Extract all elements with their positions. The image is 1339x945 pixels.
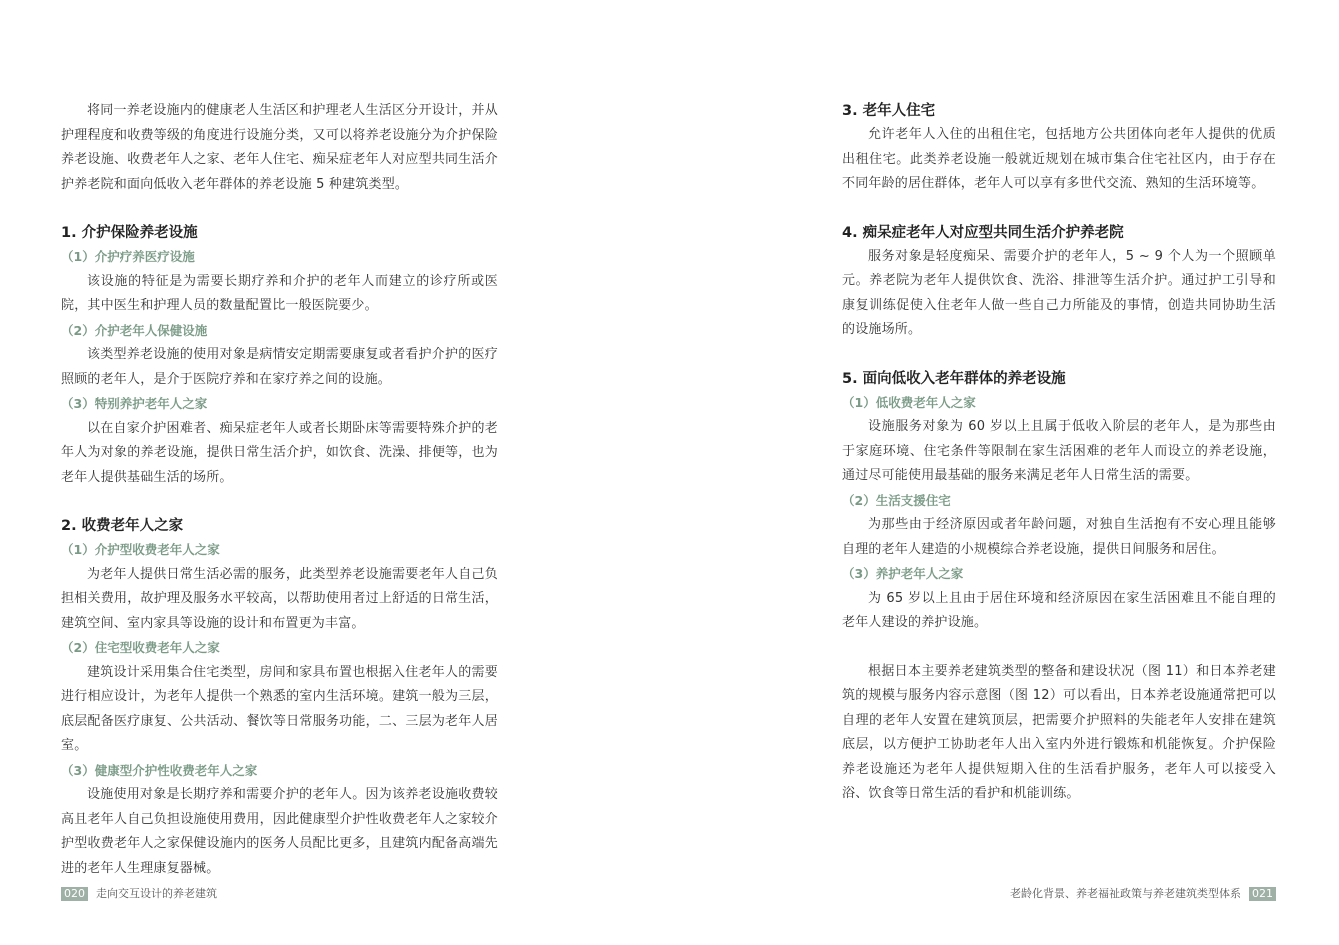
section-5b-text: 为那些由于经济原因或者年龄问题，对独自生活抱有不安心理且能够自理的老年人建造的小规模综合养老设施，提供日间服务和居住。 [842, 517, 1276, 557]
right-running-title: 老龄化背景、养老福祉政策与养老建筑类型体系 [1010, 887, 1241, 900]
intro-paragraph: 将同一养老设施内的健康老人生活区和护理老人生活区分开设计，并从护理程度和收费等级的角度进行设施分类，又可以将养老设施分为介护保险养老设施、收费老年人之家、老年人住宅、痴呆症老年人对应型共同生活介护养老院和面向低收入老年群体的养老设施 5 种建筑类型。 [61, 103, 498, 192]
section-4-text: 服务对象是轻度痴呆、需要介护的老年人，5 ~ 9 个人为一个照顾单元。养老院为老年人提供饮食、洗浴、排泄等生活介护。通过护工引导和康复训练促使入住老年人做一些自己力所能及的事情，创造共同协助生活的设施场所。 [842, 248, 1276, 337]
section-5a-heading: （1）低收费老年人之家 [842, 394, 976, 410]
section-1c-text: 以在自家介护困难者、痴呆症老年人或者长期卧床等需要特殊介护的老年人为对象的养老设施，提供日常生活介护，如饮食、洗澡、排便等，也为老年人提供基础生活的场所。 [61, 420, 498, 485]
section-2-heading: 2. 收费老年人之家 [61, 518, 184, 534]
left-running-title: 走向交互设计的养老建筑 [96, 887, 217, 900]
section-1-heading: 1. 介护保险养老设施 [61, 225, 198, 241]
closing-paragraph: 根据日本主要养老建筑类型的整备和建设状况（图 11）和日本养老建筑的规模与服务内容示意图（图 12）可以看出，日本养老设施通常把可以自理的老年人安置在建筑顶层，把需要介护照料的失能老年人安排在建筑底层，以方便护工协助老年人出入室内外进行锻炼和机能恢复。介护保险养老设施还为老年人提供短期入住的生活看护服务，老年人可以接受入浴、饮食等日常生活的看护和机能训练。 [842, 663, 1276, 801]
section-1b-heading: （2）介护老年人保健设施 [61, 322, 208, 338]
section-4-heading: 4. 痴呆症老年人对应型共同生活介护养老院 [842, 224, 1124, 241]
section-1a-heading: （1）介护疗养医疗设施 [61, 249, 195, 264]
left-footer [61, 887, 225, 901]
section-5c-heading: （3）养护老年人之家 [842, 566, 964, 581]
section-2c-heading: （3）健康型介护性收费老年人之家 [61, 762, 258, 778]
section-2b-text: 建筑设计采用集合住宅类型，房间和家具布置也根据入住老年人的需要进行相应设计，为老年人提供一个熟悉的室内生活环境。建筑一般为三层，底层配备医疗康复、公共活动、餐饮等日常服务功能，二、三层为老年人居室。 [61, 664, 498, 753]
right-page [670, 0, 1339, 945]
section-2a-text: 为老年人提供日常生活必需的服务，此类型养老设施需要老年人自己负担相关费用，故护理及服务水平较高，以帮助使用者过上舒适的日常生活，建筑空间、室内家具等设施的设计和布置更为丰富。 [61, 566, 498, 631]
section-1a-text: 该设施的特征是为需要长期疗养和介护的老年人而建立的诊疗所或医院，其中医生和护理人员的数量配置比一般医院要少。 [61, 273, 498, 313]
section-1b-text: 该类型养老设施的使用对象是病情安定期需要康复或者看护介护的医疗照顾的老年人，是介于医院疗养和在家疗养之间的设施。 [61, 347, 498, 387]
section-5b-heading: （2）生活支援住宅 [842, 492, 951, 508]
left-page-number: 020 [61, 887, 88, 901]
section-5-heading: 5. 面向低收入老年群体的养老设施 [842, 370, 1066, 387]
section-5a-text: 设施服务对象为 60 岁以上且属于低收入阶层的老年人，是为那些由于家庭环境、住宅条件等限制在家生活困难的老年人而设立的养老设施，通过尽可能使用最基础的服务来满足老年人日常生活的需要。 [842, 419, 1276, 483]
section-1c-heading: （3）特别养护老年人之家 [61, 396, 208, 411]
right-column [842, 99, 1276, 807]
section-2a-heading: （1）介护型收费老年人之家 [61, 542, 220, 557]
right-footer [1002, 887, 1276, 901]
section-3-heading: 3. 老年人住宅 [842, 103, 936, 119]
section-2c-text: 设施使用对象是长期疗养和需要介护的老年人。因为该养老设施收费较高且老年人自己负担设施使用费用，因此健康型介护性收费老年人之家较介护型收费老年人之家保健设施内的医务人员配比更多，且建筑内配备高端先进的老年人生理康复器械。 [61, 787, 498, 876]
section-5c-text: 为 65 岁以上且由于居住环境和经济原因在家生活困难且不能自理的老年人建设的养护设施。 [842, 590, 1276, 630]
right-page-number: 021 [1249, 887, 1276, 901]
section-2b-heading: （2）住宅型收费老年人之家 [61, 640, 220, 655]
section-3-text: 允许老年人入住的出租住宅，包括地方公共团体向老年人提供的优质出租住宅。此类养老设施一般就近规划在城市集合住宅社区内，由于存在不同年龄的居住群体，老年人可以享有多世代交流、熟知的生活环境等。 [842, 127, 1276, 191]
left-column [61, 99, 498, 881]
